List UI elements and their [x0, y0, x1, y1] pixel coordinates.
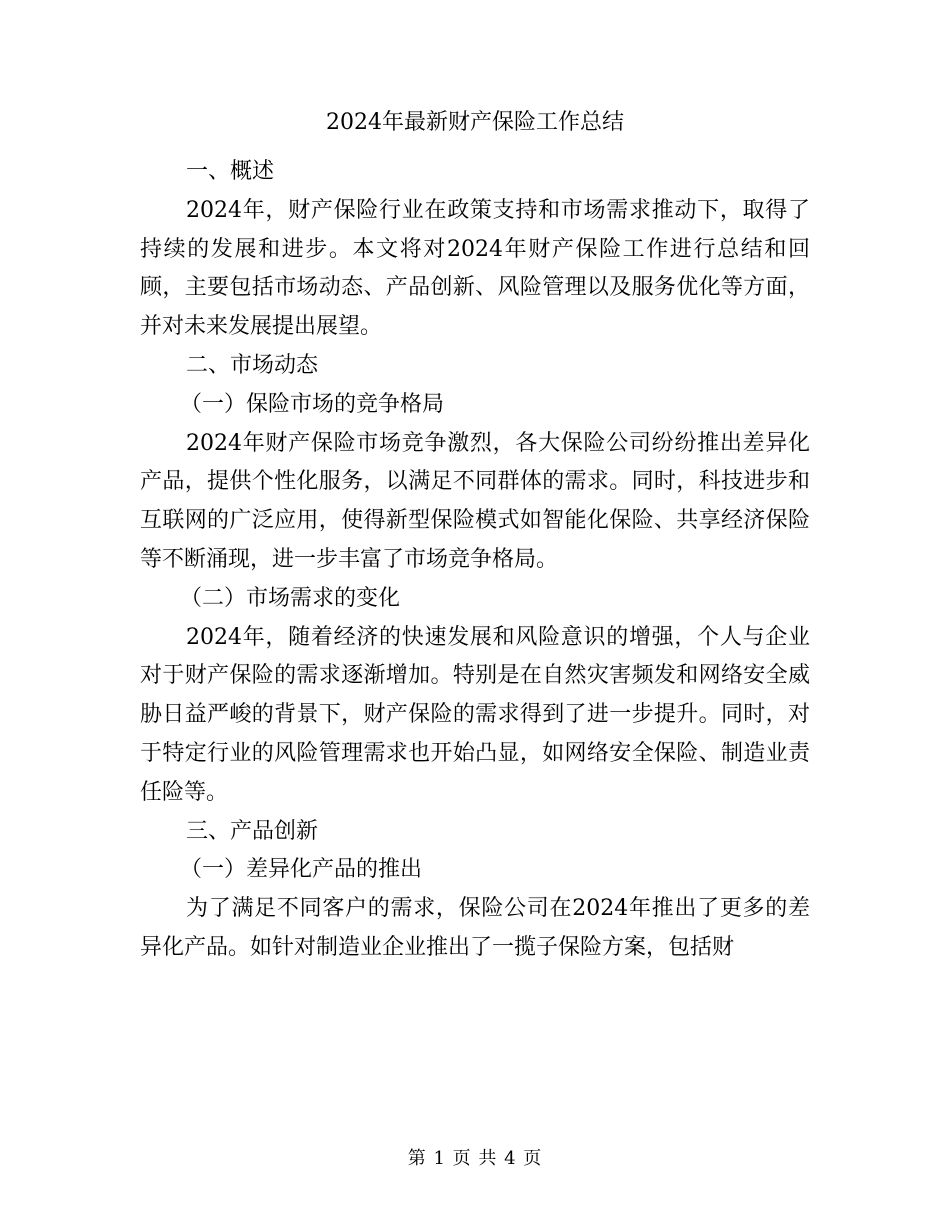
paragraph-overview: 2024年，财产保险行业在政策支持和市场需求推动下，取得了持续的发展和进步。本文将对2024年财产保险工作进行总结和回顾，主要包括市场动态、产品创新、风险管理以及服务优化等方面，并对未来发展提出展望。 [140, 197, 810, 340]
section-heading-market: 二、市场动态 [186, 352, 319, 378]
subsection-heading-differentiation: （一）差异化产品的推出 [180, 857, 423, 883]
section-heading-product: 三、产品创新 [186, 818, 319, 844]
paragraph-differentiation: 为了满足不同客户的需求，保险公司在2024年推出了更多的差异化产品。如针对制造业企业推出了一揽子保险方案，包括财 [140, 896, 810, 960]
document-title: 2024年最新财产保险工作总结 [326, 110, 624, 135]
subsection-heading-competition: （一）保险市场的竞争格局 [180, 391, 445, 417]
paragraph-competition: 2024年财产保险市场竞争激烈，各大保险公司纷纷推出差异化产品，提供个性化服务，以满足不同群体的需求。同时，科技进步和互联网的广泛应用，使得新型保险模式如智能化保险、共享经济保险等不断涌现，进一步丰富了市场竞争格局。 [140, 430, 810, 572]
section-heading-overview: 一、概述 [186, 159, 275, 184]
paragraph-demand: 2024年，随着经济的快速发展和风险意识的增强，个人与企业对于财产保险的需求逐渐增加。特别是在自然灾害频发和网络安全威胁日益严峻的背景下，财产保险的需求得到了进一步提升。同时，对于特定行业的风险管理需求也开始凸显，如网络安全保险、制造业责任险等。 [140, 624, 810, 805]
subsection-heading-demand: （二）市场需求的变化 [180, 585, 401, 611]
document-body [140, 153, 810, 968]
page-footer: 第 1 页 共 4 页 [407, 1148, 543, 1169]
